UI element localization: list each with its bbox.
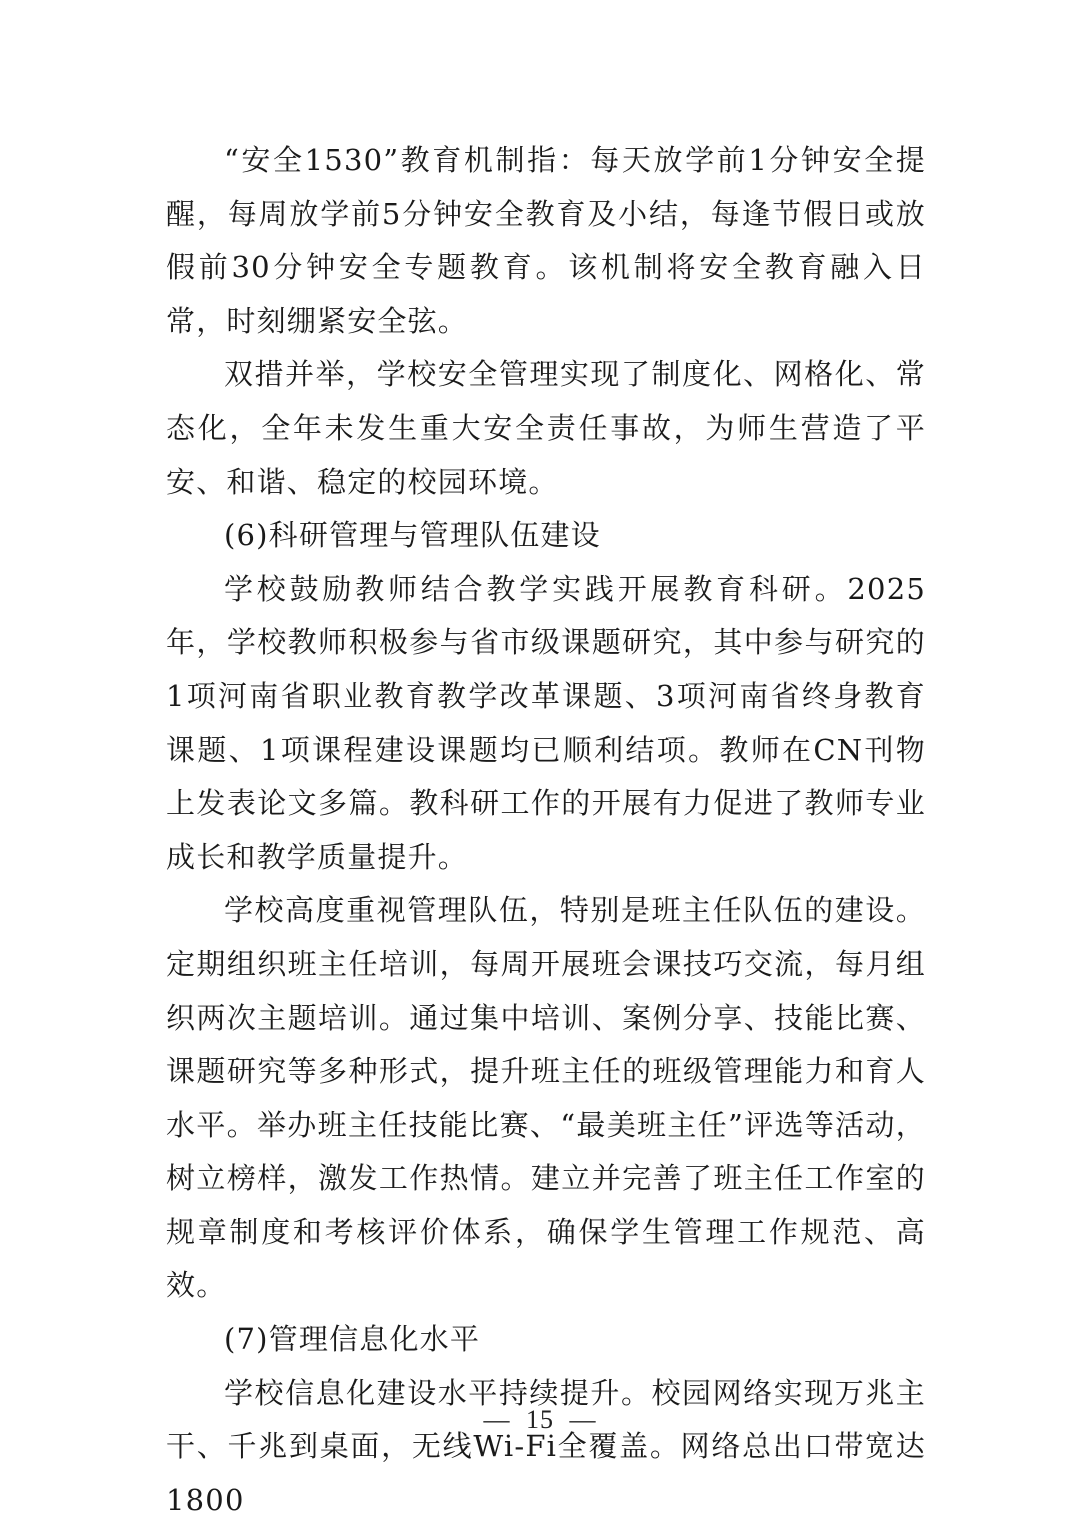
footer-dash-left: — (483, 1405, 511, 1434)
section-heading-6: (6)科研管理与管理队伍建设 (224, 518, 601, 553)
paragraph-safety-summary: 双措并举，学校安全管理实现了制度化、网格化、常态化，全年未发生重大安全责任事故，为师生营造了平安、和谐、稳定的校园环境。 (166, 357, 926, 499)
page-footer (0, 1405, 1080, 1435)
paragraph-research: 学校鼓励教师结合教学实践开展教育科研。2025年，学校教师积极参与省市级课题研究，其中参与研究的1项河南省职业教育教学改革课题、3项河南省终身教育课题、1项课程建设课题均已顺利结项。教师在CN刊物上发表论文多篇。教科研工作的开展有力促进了教师专业成长和教学质量提升。 (166, 571, 926, 874)
footer-dash-right: — (569, 1405, 597, 1434)
paragraph-informatization: 学校信息化建设水平持续提升。校园网络实现万兆主干、千兆到桌面，无线Wi-Fi全覆盖。网络总出口带宽达1800 (166, 1375, 926, 1517)
body-text (166, 134, 926, 1527)
paragraph-safety-1530: “安全1530”教育机制指：每天放学前1分钟安全提醒，每周放学前5分钟安全教育及小结，每逢节假日或放假前30分钟安全专题教育。该机制将安全教育融入日常，时刻绷紧安全弦。 (166, 143, 926, 338)
paragraph-management-team: 学校高度重视管理队伍，特别是班主任队伍的建设。定期组织班主任培训，每周开展班会课技巧交流，每月组织两次主题培训。通过集中培训、案例分享、技能比赛、课题研究等多种形式，提升班主任的班级管理能力和育人水平。举办班主任技能比赛、“最美班主任”评选等活动，树立榜样，激发工作热情。建立并完善了班主任工作室的规章制度和考核评价体系，确保学生管理工作规范、高效。 (166, 893, 926, 1303)
section-heading-7: (7)管理信息化水平 (224, 1322, 481, 1357)
page-number: 15 (526, 1405, 554, 1434)
